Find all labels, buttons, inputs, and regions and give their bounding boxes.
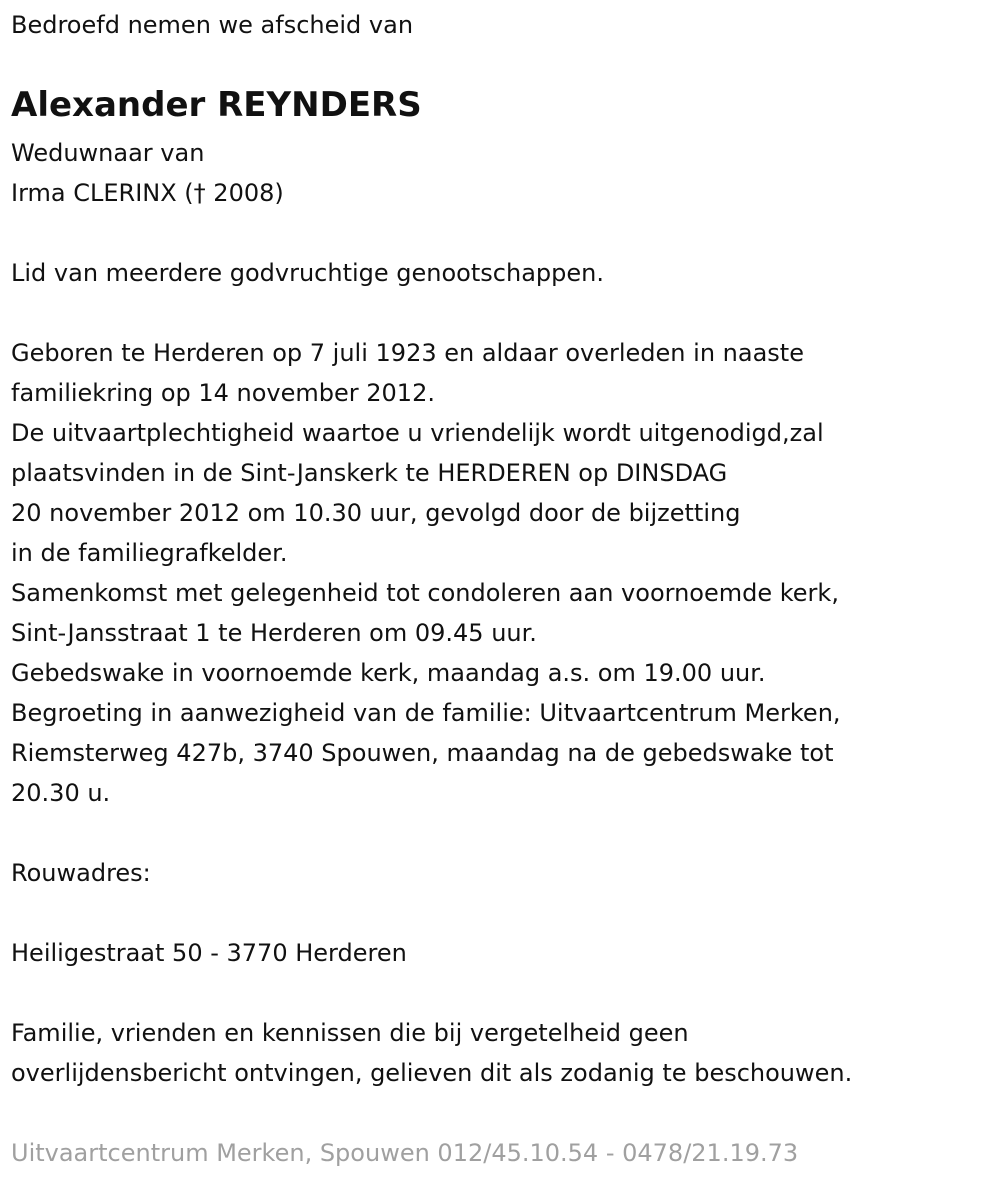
funeral-home-footer: Uitvaartcentrum Merken, Spouwen 012/45.10.54 - 0478/21.19.73 [11, 1139, 799, 1167]
body-line: 20.30 u. [11, 779, 111, 807]
body-line: Riemsterweg 427b, 3740 Spouwen, maandag na de gebedswake tot [11, 739, 834, 767]
body-line: De uitvaartplechtigheid waartoe u vriendelijk wordt uitgenodigd,zal [11, 419, 824, 447]
membership-text: Lid van meerdere godvruchtige genootschappen. [11, 259, 604, 287]
closing-line: Familie, vrienden en kennissen die bij vergetelheid geen [11, 1019, 689, 1047]
closing-line: overlijdensbericht ontvingen, gelieven dit als zodanig te beschouwen. [11, 1059, 853, 1087]
body-line: Begroeting in aanwezigheid van de familie: Uitvaartcentrum Merken, [11, 699, 841, 727]
spouse-name: Irma CLERINX († 2008) [11, 179, 284, 207]
body-line: Gebedswake in voornoemde kerk, maandag a.s. om 19.00 uur. [11, 659, 766, 687]
body-line: Geboren te Herderen op 7 juli 1923 en aldaar overleden in naaste [11, 339, 804, 367]
spouse-label: Weduwnaar van [11, 139, 205, 167]
body-line: in de familiegrafkelder. [11, 539, 288, 567]
intro-text: Bedroefd nemen we afscheid van [11, 11, 414, 39]
body-line: familiekring op 14 november 2012. [11, 379, 435, 407]
body-line: plaatsvinden in de Sint-Janskerk te HERDEREN op DINSDAG [11, 459, 728, 487]
body-line: Sint-Jansstraat 1 te Herderen om 09.45 uur. [11, 619, 537, 647]
deceased-name: Alexander REYNDERS [11, 85, 422, 125]
address: Heiligestraat 50 - 3770 Herderen [11, 939, 407, 967]
body-line: Samenkomst met gelegenheid tot condoleren aan voornoemde kerk, [11, 579, 839, 607]
body-line: 20 november 2012 om 10.30 uur, gevolgd door de bijzetting [11, 499, 741, 527]
address-label: Rouwadres: [11, 859, 151, 887]
